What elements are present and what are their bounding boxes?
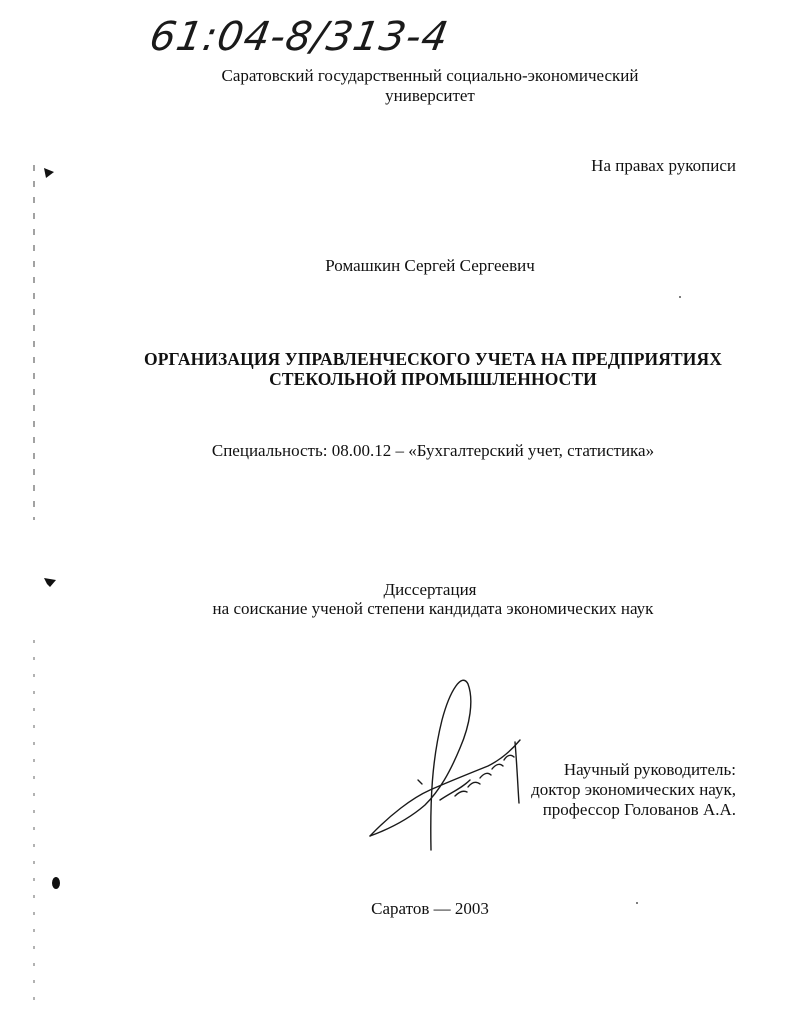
binder-mark-1 xyxy=(44,168,54,178)
supervisor-degree: доктор экономических наук, xyxy=(531,780,736,799)
university-name-line2: университет xyxy=(385,86,475,105)
author-name: Ромашкин Сергей Сергеевич xyxy=(325,256,535,275)
thesis-type: Диссертация xyxy=(383,580,477,599)
thesis-degree: на соискание ученой степени кандидата экономических наук xyxy=(212,599,654,618)
university-name-line1: Саратовский государственный социально-экономический xyxy=(221,66,639,85)
rights-notice: На правах рукописи xyxy=(591,156,736,175)
thesis-title-line2: СТЕКОЛЬНОЙ ПРОМЫШЛЕННОСТИ xyxy=(269,369,597,389)
thesis-title-line1: ОРГАНИЗАЦИЯ УПРАВЛЕНЧЕСКОГО УЧЕТА НА ПРЕДПРИЯТИЯХ xyxy=(144,349,722,369)
supervisor-name: профессор Голованов А.А. xyxy=(542,800,736,819)
supervisor-label: Научный руководитель: xyxy=(563,760,736,779)
archive-code-handwritten: 61:04-8/313-4 xyxy=(146,14,453,60)
supervisor-signature xyxy=(370,680,520,850)
scan-dust xyxy=(679,296,681,298)
binder-mark-3 xyxy=(52,877,60,889)
city-year: Саратов — 2003 xyxy=(371,899,489,918)
specialty: Специальность: 08.00.12 – «Бухгалтерский учет, статистика» xyxy=(211,441,655,460)
binder-mark-2 xyxy=(44,578,56,587)
scan-dust xyxy=(636,902,638,904)
